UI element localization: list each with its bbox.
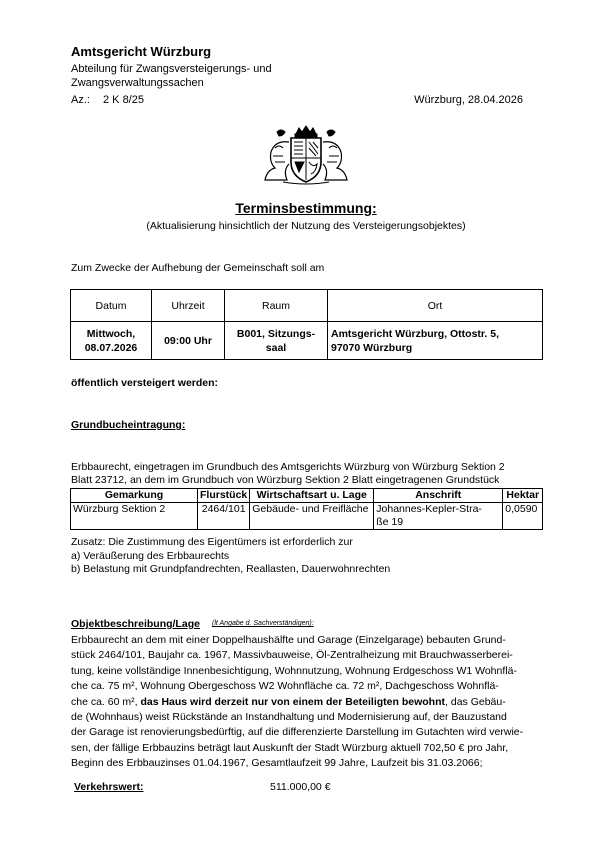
- description-line-1: Erbbaurecht an dem mit einer Doppelhaushälfte und Garage (Einzelgarage) bebauten Grund-: [71, 634, 506, 646]
- cell-ort: [328, 322, 543, 360]
- description-line-9: Beginn des Erbbauzinses 01.04.1967, Gesamtlaufzeit 99 Jahre, Laufzeit bis 31.03.2066;: [71, 757, 483, 770]
- line-5-part-1: che ca. 60 m²,: [71, 695, 141, 708]
- case-number-label: Az.:: [71, 94, 90, 106]
- addendum-line-1: Zusatz: Die Zustimmung des Eigentümers ist erforderlich zur: [71, 536, 353, 548]
- cell-hektar: 0,0590: [503, 503, 543, 530]
- document-subtitle: (Aktualisierung hinsichtlich der Nutzung des Versteigerungsobjektes): [146, 220, 466, 232]
- line-5-bold: das Haus wird derzeit nur von einem der Beteiligten bewohnt: [140, 695, 446, 708]
- header-ort: Ort: [328, 290, 543, 322]
- cell-uhrzeit: 09:00 Uhr: [152, 322, 225, 360]
- ort-line-2: 97070 Würzburg: [331, 341, 413, 354]
- intro-text: Zum Zwecke der Aufhebung der Gemeinschaft soll am: [71, 262, 325, 274]
- addendum-line-2: a) Veräußerung des Erbbaurechts: [71, 549, 230, 562]
- schedule-table: [70, 289, 543, 360]
- line-5-part-2: , das Gebäu-: [445, 695, 506, 708]
- description-line-4: che ca. 75 m², Wohnung Obergeschoss W2 Wohnfläche ca. 72 m², Dachgeschoss Wohnflä-: [71, 680, 499, 693]
- description-line-8: sen, der fällige Erbbauzins beträgt laut Auskunft der Stadt Würzburg aktuell 702,50 € pro Jahr,: [71, 741, 509, 754]
- description-line-5: [71, 695, 543, 710]
- department-line-2: Zwangsverwaltungssachen: [71, 77, 204, 89]
- header-wirtschaftsart: Wirtschaftsart u. Lage: [250, 489, 374, 503]
- document-title: Terminsbestimmung:: [235, 200, 377, 216]
- case-number: 2 K 8/25: [103, 94, 144, 106]
- header-gemarkung: Gemarkung: [71, 489, 198, 503]
- land-register-line-1: Erbbaurecht, eingetragen im Grundbuch des Amtsgerichts Würzburg von Würzburg Sektion 2: [71, 461, 505, 473]
- cell-wirtschaftsart: Gebäude- und Freifläche: [250, 503, 374, 530]
- datum-line-1: Mittwoch,: [86, 327, 136, 340]
- place-date: Würzburg, 28.04.2026: [414, 94, 523, 106]
- department: [71, 62, 311, 90]
- land-register-line-2: Blatt 23712, an dem im Grundbuch von Würzburg Sektion 2 Blatt eingetragenen Grundstück: [71, 474, 500, 486]
- object-description-note: [212, 620, 314, 627]
- land-register-header-row: [71, 489, 543, 503]
- addendum-line-3: b) Belastung mit Grundpfandrechten, Reallasten, Dauerwohnrechten: [71, 563, 391, 575]
- header-hektar: Hektar: [503, 489, 543, 503]
- header-flurstueck: Flurstück: [198, 489, 250, 503]
- land-register-row: [71, 503, 543, 530]
- header-anschrift: Anschrift: [374, 489, 503, 503]
- department-line-1: Abteilung für Zwangsversteigerungs- und: [71, 63, 272, 75]
- raum-line-1: B001, Sitzungs-: [236, 327, 316, 340]
- anschrift-line-1: Johannes-Kepler-Stra-: [376, 503, 482, 515]
- cell-datum: [71, 322, 152, 360]
- header-raum: Raum: [225, 290, 328, 322]
- object-description-text: [71, 633, 543, 772]
- description-line-2: stück 2464/101, Baujahr ca. 1967, Massivbauweise, Öl-Zentralheizung mit Brauchwasserberei-: [71, 649, 513, 662]
- anschrift-line-2: ße 19: [376, 516, 404, 528]
- land-register-table: [70, 488, 543, 530]
- cell-raum: [225, 322, 328, 360]
- note-text: (lt Angabe d. Sachverständigen): [212, 620, 312, 627]
- land-register-heading: Grundbucheintragung:: [71, 419, 186, 431]
- schedule-header-row: [71, 290, 543, 322]
- cell-anschrift: [374, 503, 503, 530]
- ort-line-1: Amtsgericht Würzburg, Ottostr. 5,: [331, 327, 500, 340]
- description-line-3: tung, keine vollständige Innenbesichtigung, Wohnnutzung, Wohnung Erdgeschoss W1 Wohnflä-: [71, 664, 517, 677]
- cell-gemarkung: Würzburg Sektion 2: [71, 503, 198, 530]
- market-value: 511.000,00 €: [270, 781, 331, 793]
- datum-line-2: 08.07.2026: [84, 341, 138, 354]
- addendum: [71, 536, 551, 577]
- court-name: Amtsgericht Würzburg: [71, 44, 212, 59]
- header-datum: Datum: [71, 290, 152, 322]
- raum-line-2: saal: [265, 341, 287, 354]
- market-value-label: Verkehrswert:: [74, 781, 144, 793]
- header-uhrzeit: Uhrzeit: [152, 290, 225, 322]
- object-description-heading: Objektbeschreibung/Lage: [71, 618, 200, 630]
- auction-statement: öffentlich versteigert werden:: [71, 377, 219, 389]
- note-colon: :: [311, 620, 314, 627]
- description-line-6: de (Wohnhaus) weist Rückstände an Instandhaltung und Modernisierung auf, der Bauzustand: [71, 711, 507, 724]
- land-register-text: [71, 461, 551, 487]
- cell-flurstueck: 2464/101: [198, 503, 250, 530]
- schedule-row: [71, 322, 543, 360]
- coat-of-arms-icon: [261, 124, 351, 186]
- description-line-7: der Garage ist renovierungsbedürftig, auf die differenzierte Darstellung im Gutachten wird verwie-: [71, 726, 524, 739]
